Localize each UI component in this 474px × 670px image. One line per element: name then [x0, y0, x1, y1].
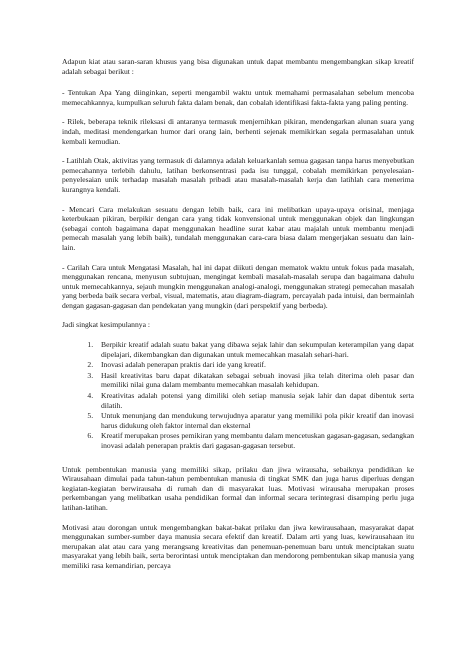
intro-paragraph: Adapun kiat atau saran-saran khusus yang bisa digunakan untuk dapat membantu mengembangkan sikap kreatif adalah sebagai berikut : [62, 57, 414, 76]
tip-solve-problem: - Carilah Cara untuk Mengatasi Masalah, hal ini dapat diikuti dengan mematok waktu untuk fokus pada masalah, menggunakan rencana, menyusun subtujuan, mengingat kembali masalah-masalah serupa dan bagaimana dahulu untuk memecahkannya, sejauh mungkin menggunakan analogi-analogi, menggunakan strategi pemecahan masalah yang berbeda baik secara verbal, visual, matematis, atau diagram-diagram, percayalah pada intuisi, dan bermainlah dengan gagasan-gagasan dan pendekatan yang mungkin (dari perspektif yang berbeda). [62, 262, 414, 310]
tip-train-brain: - Latihlah Otak, aktivitas yang termasuk di dalamnya adalah keluarkanlah semua gagasan tanpa harus menyebutkan pemecahannya terlebih dahulu, latihan berkonsentrasi pada isu tunggal, cobalah memikirkan penyelesaian- penyelesaian unik terhadap masalah masalah pribadi atau masalah-masalah kerja dan latihlah cara menerima kurangnya kendali. [62, 156, 414, 194]
closing-paragraph-education: Untuk pembentukan manusia yang memiliki sikap, prilaku dan jiwa wirausaha, sebaiknya pendidikan ke Wirausahaan dimulai pada tahun-tahun pembentukan manusia di tingkat SMK dan juga harus diperluas dengan kegiatan-kegiatan berwirausaha di rumah dan di masyarakat luas. Motivasi wirausaha merupakan proses perkembangan yang melibatkan usaha pendidikan formal dan informal secara terintegrasi disamping perlu juga latihan-latihan. [62, 464, 414, 512]
summary-item: 6. Kreatif merupakan proses pemikiran yang membantu dalam mencetuskan gagasan-gagasan, sedangkan inovasi adalah penerapan praktis dari gagasan-gagasan tersebut. [95, 431, 414, 450]
tip-define-goal: - Tentukan Apa Yang diinginkan, seperti mengambil waktu untuk memahami permasalahan sebelum mencoba memecahkannya, kumpulkan seluruh fakta dalam benak, dan cobalah identifikasi fakta-fakta yang paling penting. [62, 88, 414, 107]
tip-find-better-way: - Mencari Cara melakukan sesuatu dengan lebih baik, cara ini melibatkan upaya-upaya orisinal, menjaga keterbukaan pikiran, berpikir dengan cara yang tidak konvensional untuk menggunakan objek dan lingkungan (sebagai contoh bagaimana dapat menggunakan headline surat kabar atau majalah untuk membantu menjadi pemecah masalah yang lebih baik), tundalah menggunakan cara-cara biasa dalam mengerjakan sesuatu dan lain-lain. [62, 204, 414, 252]
summary-item: 3. Hasil kreativitas baru dapat dikatakan sebagai sebuah inovasi jika telah diterima oleh pasar dan memiliki nilai guna dalam membantu memecahkan masalah kehidupan. [95, 371, 414, 390]
summary-title: Jadi singkat kesimpulannya : [62, 320, 150, 330]
summary-item: 1. Berpikir kreatif adalah suatu bakat yang dibawa sejak lahir dan sekumpulan keterampilan yang dapat dipelajari, dikembangkan dan digunakan untuk memecahkan masalah sehari-hari. [95, 340, 414, 359]
tip-relax: - Rilek, beberapa teknik rileksasi di antaranya termasuk menjernihkan pikiran, mendengarkan alunan suara yang indah, meditasi mendengarkan humor dari orang lain, berhenti sejenak memikirkan segala permasalahan untuk kembali kemudian. [62, 117, 414, 146]
summary-list [62, 340, 414, 451]
closing-paragraph-motivation: Motivasi atau dorongan untuk mengembangkan bakat-bakat prilaku dan jiwa kewirausahaan, masyarakat dapat menggunakan sumber-sumber daya manusia secara efektif dan kreatif. Dalam arti yang luas, kewirausahaan itu merupakan alat atau cara yang merangsang kreativitas dan penemuan-penemuan baru untuk menciptakan suatu masyarakat yang lebih baik, serta berorintasi untuk menciptakan dan mendorong pembentukan sikap manusia yang memiliki rasa kemandirian, percaya [62, 522, 414, 570]
summary-item: 4. Kreativitas adalah potensi yang dimiliki oleh setiap manusia sejak lahir dan dapat dibentuk serta dilatih. [95, 391, 414, 410]
summary-item: 2. Inovasi adalah penerapan praktis dari ide yang kreatif. [95, 360, 414, 370]
summary-item: 5. Untuk menunjang dan mendukung terwujudnya aparatur yang memiliki pola pikir kreatif dan inovasi harus didukung oleh faktor internal dan eksternal [95, 411, 414, 430]
